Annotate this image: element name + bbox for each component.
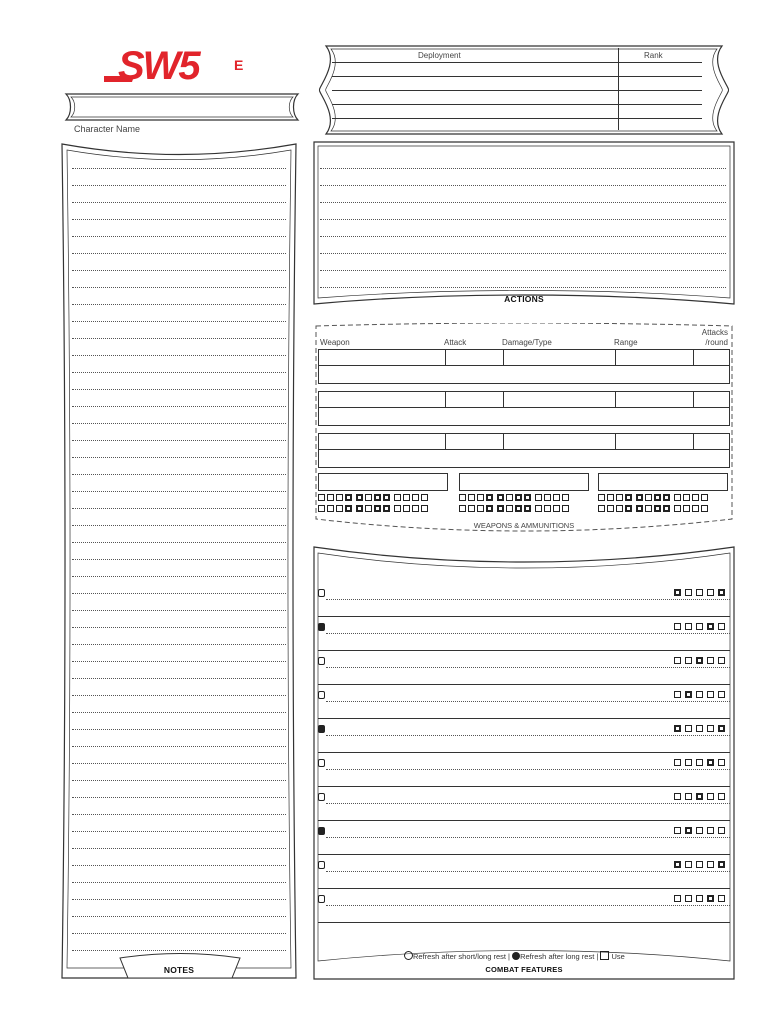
ammo-checkbox[interactable] bbox=[683, 494, 690, 501]
ammo-checkbox[interactable] bbox=[692, 494, 699, 501]
ammo-tracker[interactable] bbox=[318, 505, 430, 516]
uses-tracker[interactable] bbox=[674, 589, 729, 600]
refresh-icon[interactable] bbox=[318, 725, 325, 733]
notes-line bbox=[72, 848, 286, 849]
rank-label: Rank bbox=[644, 51, 663, 60]
notes-line bbox=[72, 389, 286, 390]
checkbox-icon bbox=[600, 951, 609, 960]
ammo-checkbox[interactable] bbox=[327, 505, 334, 512]
ammo-checkbox[interactable] bbox=[345, 494, 352, 501]
use-checkbox[interactable] bbox=[685, 623, 692, 630]
actions-line bbox=[320, 202, 726, 203]
refresh-icon[interactable] bbox=[318, 759, 325, 767]
combat-feature-separator bbox=[318, 752, 730, 753]
ammo-checkbox[interactable] bbox=[625, 494, 632, 501]
ammo-checkbox[interactable] bbox=[663, 505, 670, 512]
ammo-checkbox[interactable] bbox=[374, 494, 381, 501]
ammo-tracker[interactable] bbox=[598, 505, 710, 516]
range-col-label: Range bbox=[614, 338, 638, 347]
notes-line bbox=[72, 865, 286, 866]
use-checkbox[interactable] bbox=[685, 691, 692, 698]
actions-line bbox=[320, 185, 726, 186]
notes-line bbox=[72, 695, 286, 696]
combat-feature-separator bbox=[318, 786, 730, 787]
use-checkbox[interactable] bbox=[685, 827, 692, 834]
notes-line bbox=[72, 406, 286, 407]
use-checkbox[interactable] bbox=[685, 861, 692, 868]
notes-line bbox=[72, 712, 286, 713]
ammo-checkbox[interactable] bbox=[553, 505, 560, 512]
notes-panel[interactable] bbox=[60, 142, 298, 980]
ammo-checkbox[interactable] bbox=[674, 494, 681, 501]
ammo-checkbox[interactable] bbox=[625, 505, 632, 512]
use-checkbox[interactable] bbox=[674, 895, 681, 902]
use-checkbox[interactable] bbox=[718, 793, 725, 800]
notes-line bbox=[72, 729, 286, 730]
actions-line bbox=[320, 168, 726, 169]
ammo-checkbox[interactable] bbox=[383, 494, 390, 501]
use-checkbox[interactable] bbox=[707, 827, 714, 834]
weapon-notes-field[interactable] bbox=[318, 365, 730, 384]
weapon-notes-field[interactable] bbox=[318, 449, 730, 468]
notes-line bbox=[72, 253, 286, 254]
notes-line bbox=[72, 491, 286, 492]
use-checkbox[interactable] bbox=[718, 827, 725, 834]
use-checkbox[interactable] bbox=[696, 657, 703, 664]
ammo-checkbox[interactable] bbox=[421, 505, 428, 512]
use-checkbox[interactable] bbox=[674, 793, 681, 800]
notes-line bbox=[72, 338, 286, 339]
use-checkbox[interactable] bbox=[707, 895, 714, 902]
notes-line bbox=[72, 950, 286, 951]
weapon-notes-field[interactable] bbox=[318, 407, 730, 426]
use-checkbox[interactable] bbox=[707, 657, 714, 664]
use-checkbox[interactable] bbox=[718, 691, 725, 698]
uses-tracker[interactable] bbox=[674, 725, 729, 736]
uses-tracker[interactable] bbox=[674, 861, 729, 872]
attacks-round-col-label: Attacks /round bbox=[701, 328, 728, 347]
notes-line bbox=[72, 763, 286, 764]
ammo-checkbox[interactable] bbox=[477, 505, 484, 512]
notes-line bbox=[72, 440, 286, 441]
combat-feature-line[interactable] bbox=[326, 803, 730, 804]
ammo-tracker[interactable] bbox=[459, 494, 571, 505]
ammo-checkbox[interactable] bbox=[365, 494, 372, 501]
use-checkbox[interactable] bbox=[674, 725, 681, 732]
use-checkbox[interactable] bbox=[696, 827, 703, 834]
ammo-checkbox[interactable] bbox=[403, 494, 410, 501]
uses-tracker[interactable] bbox=[674, 691, 729, 702]
combat-feature-separator bbox=[318, 650, 730, 651]
actions-line bbox=[320, 287, 726, 288]
combat-feature-line[interactable] bbox=[326, 871, 730, 872]
ammo-checkbox[interactable] bbox=[607, 494, 614, 501]
use-checkbox[interactable] bbox=[674, 861, 681, 868]
combat-feature-line[interactable] bbox=[326, 905, 730, 906]
use-checkbox[interactable] bbox=[685, 759, 692, 766]
notes-line bbox=[72, 525, 286, 526]
use-checkbox[interactable] bbox=[718, 589, 725, 596]
use-checkbox[interactable] bbox=[696, 725, 703, 732]
actions-line bbox=[320, 253, 726, 254]
notes-line bbox=[72, 559, 286, 560]
sw5e-logo bbox=[104, 38, 284, 88]
ammo-checkbox[interactable] bbox=[394, 505, 401, 512]
ammo-checkbox[interactable] bbox=[535, 494, 542, 501]
notes-line bbox=[72, 627, 286, 628]
combat-feature-line[interactable] bbox=[326, 735, 730, 736]
ammo-checkbox[interactable] bbox=[412, 494, 419, 501]
ammo-tracker[interactable] bbox=[318, 494, 430, 505]
ammo-checkbox[interactable] bbox=[468, 494, 475, 501]
ammo-checkbox[interactable] bbox=[403, 505, 410, 512]
notes-line bbox=[72, 797, 286, 798]
uses-tracker[interactable] bbox=[674, 827, 729, 838]
notes-line bbox=[72, 814, 286, 815]
notes-line bbox=[72, 321, 286, 322]
ammo-checkbox[interactable] bbox=[497, 494, 504, 501]
ammo-checkbox[interactable] bbox=[524, 494, 531, 501]
notes-line bbox=[72, 270, 286, 271]
notes-line bbox=[72, 644, 286, 645]
notes-line bbox=[72, 236, 286, 237]
ammo-checkbox[interactable] bbox=[544, 505, 551, 512]
combat-feature-separator bbox=[318, 820, 730, 821]
ammo-checkbox[interactable] bbox=[524, 505, 531, 512]
ammo-checkbox[interactable] bbox=[345, 505, 352, 512]
notes-line bbox=[72, 678, 286, 679]
notes-line bbox=[72, 372, 286, 373]
notes-line bbox=[72, 457, 286, 458]
refresh-icon[interactable] bbox=[318, 895, 325, 903]
ammo-name-field[interactable] bbox=[598, 473, 728, 491]
ammo-name-field[interactable] bbox=[459, 473, 589, 491]
combat-features-panel bbox=[312, 545, 736, 981]
notes-line bbox=[72, 287, 286, 288]
notes-line bbox=[72, 423, 286, 424]
refresh-icon[interactable] bbox=[318, 657, 325, 665]
use-checkbox[interactable] bbox=[685, 793, 692, 800]
notes-line bbox=[72, 593, 286, 594]
use-checkbox[interactable] bbox=[685, 657, 692, 664]
ammo-checkbox[interactable] bbox=[598, 494, 605, 501]
refresh-icon[interactable] bbox=[318, 793, 325, 801]
use-checkbox[interactable] bbox=[707, 623, 714, 630]
uses-tracker[interactable] bbox=[674, 657, 729, 668]
notes-line bbox=[72, 202, 286, 203]
ammo-checkbox[interactable] bbox=[374, 505, 381, 512]
notes-line bbox=[72, 168, 286, 169]
ammo-checkbox[interactable] bbox=[701, 494, 708, 501]
ammo-name-field[interactable] bbox=[318, 473, 448, 491]
deployment-field[interactable] bbox=[332, 64, 618, 130]
attack-col-label: Attack bbox=[444, 338, 467, 347]
character-name-label: Character Name bbox=[74, 124, 141, 134]
notes-line bbox=[72, 508, 286, 509]
rank-field[interactable] bbox=[618, 64, 702, 130]
actions-line bbox=[320, 219, 726, 220]
ammo-checkbox[interactable] bbox=[459, 494, 466, 501]
ammo-checkbox[interactable] bbox=[497, 505, 504, 512]
use-checkbox[interactable] bbox=[696, 895, 703, 902]
use-checkbox[interactable] bbox=[674, 623, 681, 630]
ammo-checkbox[interactable] bbox=[636, 505, 643, 512]
actions-panel[interactable] bbox=[312, 140, 736, 308]
ammo-checkbox[interactable] bbox=[365, 505, 372, 512]
combat-feature-separator bbox=[318, 922, 730, 923]
ammo-checkbox[interactable] bbox=[515, 505, 522, 512]
notes-title: NOTES bbox=[163, 965, 195, 975]
use-checkbox[interactable] bbox=[685, 895, 692, 902]
notes-line bbox=[72, 576, 286, 577]
notes-line bbox=[72, 661, 286, 662]
ammo-checkbox[interactable] bbox=[506, 494, 513, 501]
combat-feature-line[interactable] bbox=[326, 769, 730, 770]
ammo-checkbox[interactable] bbox=[598, 505, 605, 512]
notes-line bbox=[72, 899, 286, 900]
combat-feature-line[interactable] bbox=[326, 837, 730, 838]
ammo-checkbox[interactable] bbox=[607, 505, 614, 512]
ammo-checkbox[interactable] bbox=[468, 505, 475, 512]
use-checkbox[interactable] bbox=[674, 657, 681, 664]
ammo-checkbox[interactable] bbox=[486, 505, 493, 512]
ammo-checkbox[interactable] bbox=[383, 505, 390, 512]
notes-line bbox=[72, 831, 286, 832]
ammo-checkbox[interactable] bbox=[645, 505, 652, 512]
legend-long-rest: Refresh after long rest | bbox=[520, 952, 599, 961]
ammo-checkbox[interactable] bbox=[356, 494, 363, 501]
combat-feature-line[interactable] bbox=[326, 599, 730, 600]
use-checkbox[interactable] bbox=[707, 861, 714, 868]
weapons-panel bbox=[314, 323, 734, 535]
notes-line bbox=[72, 610, 286, 611]
ammo-checkbox[interactable] bbox=[692, 505, 699, 512]
ammo-checkbox[interactable] bbox=[459, 505, 466, 512]
uses-tracker[interactable] bbox=[674, 895, 729, 906]
use-checkbox[interactable] bbox=[685, 725, 692, 732]
legend-use: Use bbox=[611, 952, 625, 961]
use-checkbox[interactable] bbox=[707, 725, 714, 732]
use-checkbox[interactable] bbox=[707, 793, 714, 800]
refresh-icon[interactable] bbox=[318, 827, 325, 835]
uses-tracker[interactable] bbox=[674, 793, 729, 804]
use-checkbox[interactable] bbox=[674, 827, 681, 834]
notes-line bbox=[72, 780, 286, 781]
notes-line bbox=[72, 746, 286, 747]
logo-text: SW5 bbox=[118, 44, 199, 88]
notes-line bbox=[72, 304, 286, 305]
uses-tracker[interactable] bbox=[674, 623, 729, 634]
ammo-checkbox[interactable] bbox=[327, 494, 334, 501]
use-checkbox[interactable] bbox=[718, 861, 725, 868]
ammo-tracker[interactable] bbox=[459, 505, 571, 516]
ammo-checkbox[interactable] bbox=[645, 494, 652, 501]
legend-short-rest: Refresh after short/long rest | bbox=[413, 952, 510, 961]
actions-line bbox=[320, 270, 726, 271]
use-checkbox[interactable] bbox=[674, 759, 681, 766]
combat-feature-line[interactable] bbox=[326, 633, 730, 634]
actions-title: ACTIONS bbox=[504, 294, 544, 304]
ammo-checkbox[interactable] bbox=[356, 505, 363, 512]
open-circle-icon bbox=[404, 951, 413, 960]
ammo-checkbox[interactable] bbox=[412, 505, 419, 512]
actions-line bbox=[320, 236, 726, 237]
ammo-checkbox[interactable] bbox=[674, 505, 681, 512]
deployment-rank-box bbox=[316, 44, 732, 136]
ammo-checkbox[interactable] bbox=[636, 494, 643, 501]
ammo-checkbox[interactable] bbox=[654, 505, 661, 512]
use-checkbox[interactable] bbox=[674, 691, 681, 698]
notes-line bbox=[72, 916, 286, 917]
ammo-checkbox[interactable] bbox=[336, 494, 343, 501]
ammo-checkbox[interactable] bbox=[318, 494, 325, 501]
logo-suffix: E bbox=[234, 57, 244, 73]
use-checkbox[interactable] bbox=[696, 691, 703, 698]
use-checkbox[interactable] bbox=[718, 725, 725, 732]
ammo-checkbox[interactable] bbox=[553, 494, 560, 501]
combat-feature-line[interactable] bbox=[326, 667, 730, 668]
use-checkbox[interactable] bbox=[707, 691, 714, 698]
use-checkbox[interactable] bbox=[718, 759, 725, 766]
use-checkbox[interactable] bbox=[696, 589, 703, 596]
ammo-tracker[interactable] bbox=[598, 494, 710, 505]
notes-line bbox=[72, 933, 286, 934]
filled-circle-icon bbox=[512, 952, 520, 960]
use-checkbox[interactable] bbox=[674, 589, 681, 596]
use-checkbox[interactable] bbox=[718, 895, 725, 902]
ammo-checkbox[interactable] bbox=[701, 505, 708, 512]
refresh-icon[interactable] bbox=[318, 691, 325, 699]
ammo-checkbox[interactable] bbox=[477, 494, 484, 501]
use-checkbox[interactable] bbox=[685, 589, 692, 596]
weapons-title: WEAPONS & AMMUNITIONS bbox=[473, 521, 575, 530]
ammo-checkbox[interactable] bbox=[562, 494, 569, 501]
ammo-checkbox[interactable] bbox=[544, 494, 551, 501]
notes-line bbox=[72, 185, 286, 186]
refresh-icon[interactable] bbox=[318, 861, 325, 869]
ammo-checkbox[interactable] bbox=[616, 505, 623, 512]
character-name-field[interactable] bbox=[62, 92, 302, 122]
notes-line bbox=[72, 474, 286, 475]
ammo-checkbox[interactable] bbox=[683, 505, 690, 512]
notes-line bbox=[72, 542, 286, 543]
ammo-checkbox[interactable] bbox=[336, 505, 343, 512]
weapon-col-label: Weapon bbox=[320, 338, 350, 347]
ammo-checkbox[interactable] bbox=[421, 494, 428, 501]
ammo-checkbox[interactable] bbox=[663, 494, 670, 501]
combat-title: COMBAT FEATURES bbox=[485, 965, 563, 974]
use-checkbox[interactable] bbox=[718, 623, 725, 630]
use-checkbox[interactable] bbox=[718, 657, 725, 664]
deployment-label: Deployment bbox=[418, 51, 461, 60]
ammo-checkbox[interactable] bbox=[394, 494, 401, 501]
use-checkbox[interactable] bbox=[707, 759, 714, 766]
combat-feature-separator bbox=[318, 718, 730, 719]
combat-feature-separator bbox=[318, 854, 730, 855]
refresh-icon[interactable] bbox=[318, 623, 325, 631]
ammo-checkbox[interactable] bbox=[515, 494, 522, 501]
combat-feature-separator bbox=[318, 684, 730, 685]
refresh-icon[interactable] bbox=[318, 589, 325, 597]
use-checkbox[interactable] bbox=[696, 861, 703, 868]
use-checkbox[interactable] bbox=[707, 589, 714, 596]
use-checkbox[interactable] bbox=[696, 793, 703, 800]
use-checkbox[interactable] bbox=[696, 759, 703, 766]
ammo-checkbox[interactable] bbox=[506, 505, 513, 512]
use-checkbox[interactable] bbox=[696, 623, 703, 630]
notes-line bbox=[72, 355, 286, 356]
notes-line bbox=[72, 882, 286, 883]
ammo-checkbox[interactable] bbox=[654, 494, 661, 501]
combat-feature-separator bbox=[318, 616, 730, 617]
uses-tracker[interactable] bbox=[674, 759, 729, 770]
damage-type-col-label: Damage/Type bbox=[502, 338, 552, 347]
ammo-checkbox[interactable] bbox=[535, 505, 542, 512]
ammo-checkbox[interactable] bbox=[616, 494, 623, 501]
combat-legend bbox=[404, 951, 625, 961]
combat-feature-separator bbox=[318, 888, 730, 889]
notes-line bbox=[72, 219, 286, 220]
ammo-checkbox[interactable] bbox=[562, 505, 569, 512]
combat-feature-line[interactable] bbox=[326, 701, 730, 702]
ammo-checkbox[interactable] bbox=[486, 494, 493, 501]
ammo-checkbox[interactable] bbox=[318, 505, 325, 512]
